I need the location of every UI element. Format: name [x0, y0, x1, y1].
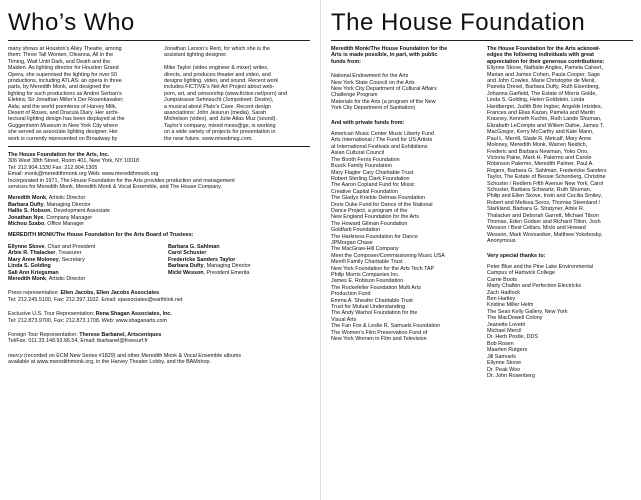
title-rule [8, 40, 310, 41]
individuals-line: Johanna Garfield, The Estate of Morris Golde, [487, 90, 597, 97]
private-funder: The Harkness Foundation for Dance [331, 233, 418, 240]
thanks-item: Marty Chafkin and Perfection Electricks [487, 283, 582, 290]
staff-member-role: , Company Manager [43, 214, 93, 221]
bio-line: Jonathan Larson’s Rent, for which she is the [164, 46, 270, 52]
board-column-2 [168, 244, 251, 282]
bio-line: Elektra; Sir Jonathan Miller’s Der Rosenkavalier; [8, 97, 124, 104]
individuals-list [487, 65, 637, 244]
thanks-item: Ellynne Skove [487, 360, 522, 367]
individuals-line: Frederic and Barbara Newman, Yoko Ono, [487, 148, 589, 155]
private-funder: The Women’s Film Preservation Fund of [331, 329, 428, 336]
private-funder: Trust for Mutual Understanding [331, 304, 406, 311]
private-funder: The Rockefeller Foundation Multi Arts [331, 284, 421, 291]
trustee-name: Sali Ann Kriegsman [8, 269, 59, 276]
thanks-item: Campus of Hartwick College [487, 270, 556, 277]
press-name: Ellen Jacobs, Ellen Jacobs Associates [60, 290, 160, 297]
thanks-item: The MacDowell Colony [487, 315, 543, 322]
intro-line: Arts is made possible, in part, with public [331, 52, 438, 59]
us-tour-label: Exclusive U.S. Tour Representation: [8, 311, 96, 318]
thanks-item: Jeanette Lovetri [487, 321, 526, 328]
house-info-line: services for Meredith Monk, Meredith Monk & Vocal Ensemble, and The House Company. [8, 184, 223, 191]
bio-line: the near future. www.mixedmsg.com. [164, 135, 253, 142]
individuals-line: Schuster, Barbara Schwartz, Ruth Shuman, [487, 186, 592, 193]
individuals-line: Victoria Paine, Mark H. Palermo and Carole [487, 154, 592, 161]
individuals-line: Frances and Elias Kazan, Pamela and Martin [487, 110, 596, 117]
thanks-item: Jill Samuels [487, 353, 516, 360]
individuals-line: Paul L. Merrill, Slade R. Metcalf, Mary Anne [487, 135, 592, 142]
intro-line: Meredith Monk/The House Foundation for the [331, 46, 448, 52]
board-heading: MEREDITH MONK/The House Foundation for the Arts Board of Trustees: [8, 232, 194, 239]
bio-line: tectural lighting design has been displayed at the [8, 116, 125, 123]
individuals-line: Anonymous. [487, 238, 517, 245]
right-page [323, 0, 641, 500]
private-funder: Meet the Composer/Commissioning Music USA [331, 252, 445, 259]
individuals-line: Linda S. Golding, Helen Goldstein, Linda [487, 97, 585, 104]
individuals-line: MacGregor, Kerry McCarthy and Kate Mann, [487, 129, 594, 136]
left-page [0, 0, 318, 500]
thanks-item: Carrie Boots [487, 276, 517, 283]
private-funder: The Aaron Copland Fund for Music [331, 182, 415, 189]
private-funder: Dance Project, a program of the [331, 207, 408, 214]
bio-line: parts, by Meredith Monk, and designed the [8, 84, 111, 91]
thanks-item: Dr. Herb Postle, DDS [487, 334, 538, 341]
bio-line: directs, and produces theater and video, and [164, 71, 271, 78]
bio-line: assistant lighting designer. [164, 52, 228, 59]
house-contact-info [8, 158, 312, 190]
individuals-line: Krasney, Kenneth Kuchin, Ruth Lande Shuman, [487, 116, 602, 123]
staff-member-name: Meredith Monk [8, 195, 47, 202]
thanks-item: The Sean Kelly Gallery, New York [487, 308, 568, 315]
bio-line: Opera, she supervised the lighting for over 50 [8, 71, 118, 78]
press-label: Press representative: [8, 290, 61, 297]
private-funder: The Fan Fox & Leslie R. Samuels Foundation [331, 323, 441, 330]
page-divider [320, 0, 321, 500]
house-name: The House Foundation for the Arts, Inc. [8, 152, 110, 158]
individuals-line: Wesson / Best Cellars, Micki and Howard [487, 225, 586, 232]
private-funder: American Music Center Music Liberty Fund [331, 131, 435, 138]
trustee-role: , Secretary [58, 256, 85, 263]
individuals-line: Pamela Drexel, Barbara Dufty, Ruth Eisenberg, [487, 84, 600, 91]
bio-line: lighting for such productions as Andrei Serban’s [8, 90, 122, 97]
house-info-line: Incorporated in 1971, The House Foundation for the Arts provides production and management [8, 177, 235, 184]
private-funder: JPMorgan Chase [331, 239, 373, 246]
board-column-1 [8, 244, 168, 282]
trustee-name: Micki Wesson [168, 269, 204, 276]
thanks-item: Peter Blue and the Pine Lake Environmental [487, 264, 594, 270]
bio-line: Aida; and the world premieres of Harvey Milk, [8, 103, 117, 110]
private-funder: Philip Morris Companies Inc. [331, 272, 400, 278]
individuals-line: Wesson, Mark Wovsaniker, Matthew Yokobosky, [487, 231, 603, 238]
individuals-line: Elizabeth LeCompte and Willem Dafoe, James T. [487, 122, 605, 129]
ack-line: appreciation for their generous contributions: [487, 58, 605, 65]
thanks-item: Maarten Rutgers [487, 347, 528, 354]
trustee-name: Barbara Dufty [168, 263, 204, 270]
private-funder: Doris Duke Fund for Dance of the National [331, 201, 433, 208]
bio-line: designs lighting, video, and sound. Recent work [164, 78, 279, 85]
individuals-line: Marian and James Cohen, Paula Cooper, Sage [487, 71, 600, 78]
individuals-line: Hardberger, Judith Brin Ingber, Angeliki Intzides, [487, 103, 603, 110]
private-funder: Production Fund [331, 291, 371, 298]
individuals-line: Schuster / Redlern Fifth Avenue New York, Carol [487, 180, 604, 187]
staff-member-role: , Office Manager [44, 221, 85, 228]
public-funder: New York City Department of Cultural Affairs [331, 86, 437, 93]
thanks-item: Dr. John Rosenberg [487, 372, 535, 379]
private-funder: The MacGraw-Hill Company [331, 246, 399, 253]
public-funder: New York State Council on the Arts [331, 79, 415, 86]
thanks-item: Zach Hadlock [487, 289, 520, 296]
funders-column [331, 46, 481, 342]
individuals-column [487, 46, 637, 379]
staff-member-name: Michou Szabo [8, 221, 45, 228]
public-funder: Challenge Program [331, 92, 378, 99]
bio-column-1 [8, 46, 156, 142]
special-thanks-heading: Very special thanks to: [487, 252, 546, 259]
house-info-line: Email: monk@meredithmonk.org Web: www.meredithmonk.org [8, 171, 159, 178]
bio-line: Guggenheim Museum in New York City where [8, 122, 118, 129]
house-info-line: 306 West 38th Street, Room 401, New York, NY 10018 [8, 158, 140, 165]
bio-line: she served as associate lighting designer. Her [8, 129, 118, 136]
staff-member-role: , Development Associate [50, 208, 110, 215]
trustee-name: Arbie R. Thalacker [8, 250, 56, 257]
trustee-role: , Artistic Director [46, 275, 86, 282]
individuals-line: Robinson Palermo, Meredith Palmer, Paul A. [487, 161, 594, 168]
bio-line: Desert of Roses, and Dracula Diary. Her archi- [8, 110, 120, 117]
individuals-line: Starkland, Barbara G. Stratyner, Arbie R. [487, 206, 585, 213]
private-funder: New England Foundation for the Arts [331, 214, 420, 221]
private-funder: The Gladys Krieble Delmas Foundation [331, 195, 426, 202]
private-funds-heading: And with private funds from: [331, 119, 405, 126]
board-list [8, 244, 312, 282]
private-funder: Goldfarb Foundation [331, 227, 381, 234]
trustee-name: Ellynne Skove [8, 243, 45, 250]
private-funder: Mary Flagler Cary Charitable Trust [331, 169, 414, 176]
bio-line: productions, including ATLAS: an opera in three [8, 78, 122, 85]
intro-line: funds from: [331, 58, 361, 65]
house-info-block [8, 152, 312, 366]
thanks-item: Ben Hartley [487, 296, 516, 303]
private-funder: The Andy Warhol Foundation for the [331, 310, 418, 317]
staff-member-role: , Managing Director [43, 201, 91, 208]
trustee-name: Carol Schuster [168, 250, 207, 257]
private-funder: New York Foundation for the Arts Tech TAP [331, 265, 435, 272]
us-tour-contact: Tel: 212.873.9700, Fax: 212.873.1708. Web: www.shaganarts.com [8, 317, 168, 324]
individuals-line: Taylor, The Estate of Bessie Schonberg, Christine [487, 174, 606, 181]
press-contact: Tel: 212.245.5100, Fax: 212.397.1102. Email: ejassociates@earthlink.net [8, 296, 183, 303]
public-funds-list [331, 73, 481, 111]
trustee [8, 276, 168, 282]
individuals-line: Thalacker and Deborah Garrett, Michael Tilson [487, 212, 599, 219]
foreign-name: Therese Barbanel, Artsceniques [79, 331, 162, 338]
private-funds-list [331, 131, 481, 342]
individuals-line: Robert and Melissa Soros, Thomas Steenland / [487, 199, 601, 206]
bio-line: them: Three Tall Women, Oleanna, All in the [8, 52, 114, 59]
bio-line: Timing, Wait Until Dark, and Death and the [8, 58, 111, 65]
trustee-role: , Chair and President [44, 243, 96, 250]
trustee-role: , President Emerita [203, 269, 250, 276]
foreign-label: Foreign Tour Representation: [8, 331, 80, 338]
staff-member-name: Hallie S. Hobson [8, 208, 51, 215]
private-funder: James E. Robison Foundation [331, 278, 404, 285]
album-footer [8, 353, 312, 366]
trustee-name: Linda S. Golding [8, 263, 51, 270]
private-funder: The Howard Gilman Foundation [331, 220, 408, 227]
staff-member-role: , Artistic Director [46, 195, 86, 202]
bio-column-2 [164, 46, 312, 142]
ack-line: The House Foundation for the Arts acknowl- [487, 46, 601, 52]
title-rule-right [331, 40, 633, 41]
section-rule [8, 146, 310, 147]
bio-line: associations: John Jesurun (media), Sarah [164, 110, 267, 117]
bio-line: Michelson (video), and Julie Atlas Muz (sound). [164, 116, 277, 123]
individuals-line: and John Cowles, Marie Christophe de Menil, [487, 78, 596, 85]
individuals-line: Thomas, Eden Godser and Richard Tilton, Josh [487, 218, 601, 225]
bio-line: Mike Taylor (video engineer & mixer) writes, [164, 65, 269, 72]
staff-member-name: Barbara Dufty [8, 201, 44, 208]
special-thanks-list [487, 264, 637, 379]
staff-list [8, 195, 312, 227]
bio-line: many shows at Houston’s Alley Theatre, among [8, 46, 122, 52]
private-funder: Asian Cultural Council [331, 150, 385, 157]
individuals-line: Rogers, Barbara G. Sahlman, Fredericke Sanders [487, 167, 607, 174]
private-funder: New York Women in Film and Television [331, 336, 427, 343]
bio-line: Maiden. As lighting director for Houston Grand [8, 65, 119, 72]
bio-line: porn, art, and censorship (www.fictive.net/porn) and [164, 90, 288, 97]
trustee-name: Meredith Monk [8, 275, 47, 282]
individuals-line: Ellynne Skove, Nathalie Angles, Pamela Calvert, [487, 65, 603, 72]
trustee-name: Barbara G. Sahlman [168, 243, 220, 250]
private-funder: The Booth Ferris Foundation [331, 156, 400, 163]
private-funder: Robert Sterling Clark Foundation [331, 175, 410, 182]
private-funder: Merrill Family Charitable Trust [331, 259, 403, 266]
whos-who-title: Who’s Who [8, 9, 135, 36]
bio-line: a musical about Plato’s Cave. Recent design [164, 103, 271, 110]
house-info-line: Tel: 212.904.1330 Fax: 212.904.1305 [8, 164, 98, 171]
footer-line: available at www.meredithmonk.org, in the Harvey Theater Lobby, and the BAMshop. [8, 359, 211, 366]
trustee-role: , Treasurer [55, 250, 82, 257]
footer-line: mercy (recorded on ECM New Series #1829) and other Meredith Monk & Vocal Ensemble albums [8, 352, 242, 359]
individuals-line: Philip and Ellen Skove, Irwin and Cecilia Smiley, [487, 193, 602, 200]
thanks-item: Michael Mercil [487, 328, 522, 335]
private-funder: Buuck Family Foundation [331, 163, 392, 170]
thanks-item: Kristine Miller Helm [487, 302, 534, 309]
us-tour-name: Rena Shagan Associates, Inc. [95, 311, 172, 318]
private-funder: at International Festivals and Exhibitions [331, 143, 428, 150]
public-funder: Materials for the Arts (a program of the New [331, 98, 436, 105]
thanks-item: Bob Rosen [487, 340, 514, 347]
trustee [168, 270, 251, 276]
staff-member-name: Jonathan Nye [8, 214, 44, 221]
thanks-item: Dr. Peak Woo [487, 366, 521, 373]
public-funder: National Endowment for the Arts [331, 73, 409, 80]
trustee-role: , Managing Director [203, 263, 251, 270]
private-funder: Emma A. Sheafer Charitable Trust [331, 297, 413, 304]
trustee-name: Mary Anne Moloney [8, 256, 59, 263]
private-funder: Creative Capital Foundation [331, 188, 398, 195]
ack-line: edges the following individuals with great [487, 52, 594, 59]
bio-line: Taylor’s company, mixed mess@ge, is working [164, 122, 276, 129]
bio-line: Jumpstrasse Sehnsucht (Jumpstreet: Desire), [164, 97, 274, 104]
bio-line: includes FICTIVE’s Net Art Project about web- [164, 84, 275, 91]
individuals-line: Moloney, Meredith Monk, Warren Neidich, [487, 142, 588, 149]
public-funds-intro [331, 46, 481, 65]
bio-line: work is currently represented on Broadway by [8, 135, 118, 142]
acknowledgment-heading [487, 46, 637, 65]
bio-line: on a wide variety of projects for presentation in [164, 129, 276, 136]
house-foundation-title: The House Foundation [331, 9, 586, 36]
private-funder: Arts International / The Fund for US Artists [331, 137, 433, 144]
private-funder: Visual Arts [331, 316, 357, 323]
foreign-contact: Tel/Fax: 011.33.148.93.66.54, Email: tbarbanel@froesurf.fr [8, 338, 148, 345]
trustee-name: Fredericke Sanders Taylor [168, 256, 236, 263]
public-funder: York City Department of Sanitation) [331, 105, 416, 112]
